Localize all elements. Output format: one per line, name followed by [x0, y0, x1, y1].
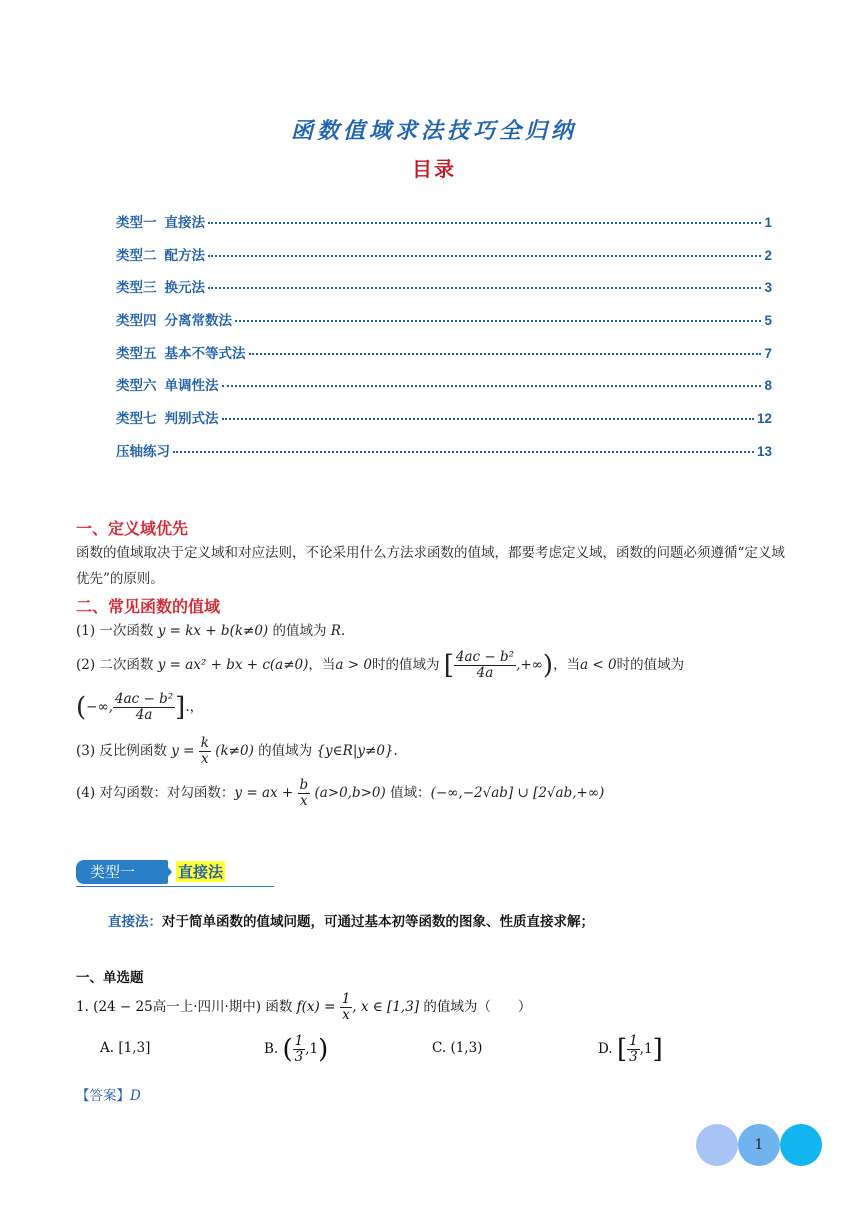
toc-page-number: 5 [764, 313, 772, 329]
toc-heading: 目录 [412, 157, 456, 181]
formula: f(x) = [296, 998, 336, 1015]
toc-entry-name: 单调性法 [164, 378, 219, 395]
range-value: {y∈R|y≠0}. [316, 742, 398, 759]
toc-entry-4[interactable] [116, 309, 772, 342]
item-text: 值域： [390, 784, 431, 801]
denominator: 3 [294, 1048, 304, 1065]
fraction [113, 692, 175, 723]
denominator: x [342, 1006, 350, 1023]
answer-value: D [130, 1088, 141, 1104]
formula: y = [171, 742, 195, 759]
section-heading-domain-first: 一、定义域优先 [76, 519, 189, 538]
toc-type-label: 类型三 [116, 280, 157, 297]
document-title: 函数值域求法技巧全归纳 [290, 118, 577, 144]
numerator: 1 [294, 1033, 304, 1049]
item-text: ，当 [553, 656, 581, 673]
toc-type-label: 类型五 [116, 345, 157, 362]
numerator: 1 [341, 991, 351, 1007]
toc-leader [235, 320, 761, 322]
toc-page-number: 1 [764, 215, 772, 230]
toc-leader [208, 222, 761, 224]
method-key: 直接法： [108, 914, 162, 930]
toc-type-label: 类型一 [116, 215, 157, 231]
question-1 [76, 992, 531, 1023]
item-text: 时的值域为 [616, 656, 685, 673]
fraction [454, 650, 516, 681]
toc-leader [208, 255, 761, 257]
condition: a > 0 [335, 656, 372, 673]
infinity: ,+∞ [516, 656, 543, 673]
condition: (k≠0) [215, 742, 254, 759]
item-text: 的值域为 [272, 623, 327, 639]
toc-entry-1[interactable] [116, 211, 772, 244]
toc-entry-name: 换元法 [164, 280, 205, 297]
question-text: 的值域为（ ） [423, 998, 532, 1015]
option-d[interactable] [598, 1034, 663, 1065]
page-decor-circle-right [780, 1124, 822, 1166]
fraction [298, 778, 311, 809]
method-text: 对于简单函数的值域问题，可通过基本初等函数的图象、性质直接求解； [162, 914, 594, 930]
page-decor-circle-left [696, 1124, 738, 1166]
toc-page-number: 13 [756, 443, 772, 459]
toc-leader [208, 287, 761, 289]
item-text: 的值域为 [258, 742, 313, 759]
toc-leader [222, 418, 754, 420]
option-label: D. [598, 1040, 613, 1057]
option-b[interactable] [264, 1034, 328, 1065]
tag-underline [76, 886, 274, 887]
numerator: b [299, 777, 309, 793]
option-c[interactable] [432, 1040, 482, 1056]
toc-entry-2[interactable] [116, 244, 772, 277]
item-text: .， [185, 698, 204, 715]
paren-left: ( [76, 692, 87, 723]
bracket-right: ] [175, 692, 186, 723]
toc-leader [173, 451, 754, 453]
denominator: x [201, 750, 209, 767]
toc-type-label: 类型七 [116, 411, 157, 428]
type-tag-label: 类型一 [76, 860, 168, 884]
page-number: 1 [738, 1124, 780, 1166]
item-label: (4) 对勾函数：对勾函数： [76, 784, 235, 801]
toc-page-number: 12 [756, 411, 772, 427]
formula-line-hook [76, 778, 604, 809]
option-a[interactable] [100, 1040, 150, 1056]
exercise-heading: 一、单选题 [76, 970, 144, 986]
toc-entry-6[interactable] [116, 374, 772, 407]
toc-entry-7[interactable] [116, 407, 772, 440]
toc-leader [249, 353, 762, 355]
option-value: [1,3] [118, 1040, 151, 1056]
formula-line-quadratic [76, 650, 684, 681]
paren-left: ( [282, 1034, 293, 1065]
denominator: 4a [476, 664, 494, 681]
option-label: C. [432, 1040, 447, 1056]
formula-line-quadratic-cont [76, 692, 203, 723]
condition: (a>0,b>0) [314, 784, 386, 801]
toc-page-number: 2 [764, 247, 772, 263]
domain: , x ∈ [1,3] [352, 998, 420, 1015]
option-label: A. [100, 1040, 115, 1056]
toc-entry-name: 基本不等式法 [164, 345, 246, 362]
type-tag-name: 直接法 [178, 863, 224, 881]
toc-type-label: 类型二 [116, 247, 157, 264]
toc-page-number: 7 [764, 345, 772, 361]
formula: y = ax + [234, 784, 294, 801]
question-source: 1. (24 − 25高一上·四川·期中) 函数 [76, 998, 293, 1015]
table-of-contents [116, 211, 772, 473]
numerator: 4ac − b² [455, 649, 515, 665]
item-label: (3) 反比例函数 [76, 742, 167, 759]
bracket-left: [ [443, 650, 454, 681]
denominator: x [300, 792, 308, 809]
formula: y = ax² + bx + c(a≠0) [157, 656, 309, 673]
answer [76, 1084, 141, 1104]
toc-entry-name: 直接法 [164, 215, 205, 231]
toc-page-number: 8 [764, 378, 772, 394]
section-heading-common-ranges: 二、常见函数的值域 [76, 597, 221, 616]
formula: y = kx + b(k≠0) [157, 623, 269, 639]
fraction [199, 736, 211, 767]
toc-type-label: 类型六 [116, 378, 157, 395]
bracket-left: [ [616, 1034, 628, 1065]
toc-type-label: 压轴练习 [116, 443, 170, 460]
item-label: (2) 二次函数 [76, 656, 154, 673]
toc-entry-name: 分离常数法 [164, 313, 232, 330]
fraction [293, 1034, 306, 1065]
toc-entry-name: 配方法 [164, 247, 205, 264]
numerator: 1 [629, 1033, 638, 1049]
item-label: (1) 一次函数 [76, 623, 154, 639]
item-text: 时的值域为 [371, 656, 440, 673]
toc-leader [222, 385, 762, 387]
bracket-right: ] [652, 1034, 663, 1065]
numerator: k [200, 735, 209, 751]
toc-entry-name: 判别式法 [164, 411, 219, 428]
infinity: −∞, [86, 698, 114, 715]
section-paragraph: 函数的值域取决于定义域和对应法则，不论采用什么方法求函数的值域，都要考虑定义域，函数的问题必须遵循“定义域优先”的原则。 [76, 545, 785, 587]
numerator: 4ac − b² [115, 691, 174, 707]
method-description [108, 910, 594, 930]
paren-right: ) [542, 650, 554, 681]
fraction [627, 1034, 640, 1065]
tag-arrow-icon [162, 860, 172, 884]
option-value: ,1 [305, 1040, 319, 1057]
toc-type-label: 类型四 [116, 313, 157, 330]
formula-line-inverse [76, 736, 398, 767]
fraction [340, 992, 353, 1023]
option-value: ,1 [639, 1040, 653, 1057]
toc-entry-8[interactable] [116, 440, 772, 473]
denominator: 4a [135, 706, 153, 723]
toc-page-number: 3 [764, 280, 772, 296]
type-tag [76, 858, 274, 888]
denominator: 3 [629, 1048, 638, 1065]
option-label: B. [264, 1040, 279, 1057]
option-value: (1,3) [450, 1040, 483, 1056]
range-value: R. [330, 623, 346, 639]
answer-label: 【答案】 [76, 1088, 130, 1104]
toc-entry-5[interactable] [116, 342, 772, 375]
condition: a < 0 [580, 656, 617, 673]
range-value: (−∞,−2√ab] ∪ [2√ab,+∞) [430, 784, 605, 801]
toc-entry-3[interactable] [116, 276, 772, 309]
formula-line-linear [76, 618, 345, 644]
paren-right: ) [318, 1034, 329, 1065]
item-text: ，当 [308, 656, 336, 673]
